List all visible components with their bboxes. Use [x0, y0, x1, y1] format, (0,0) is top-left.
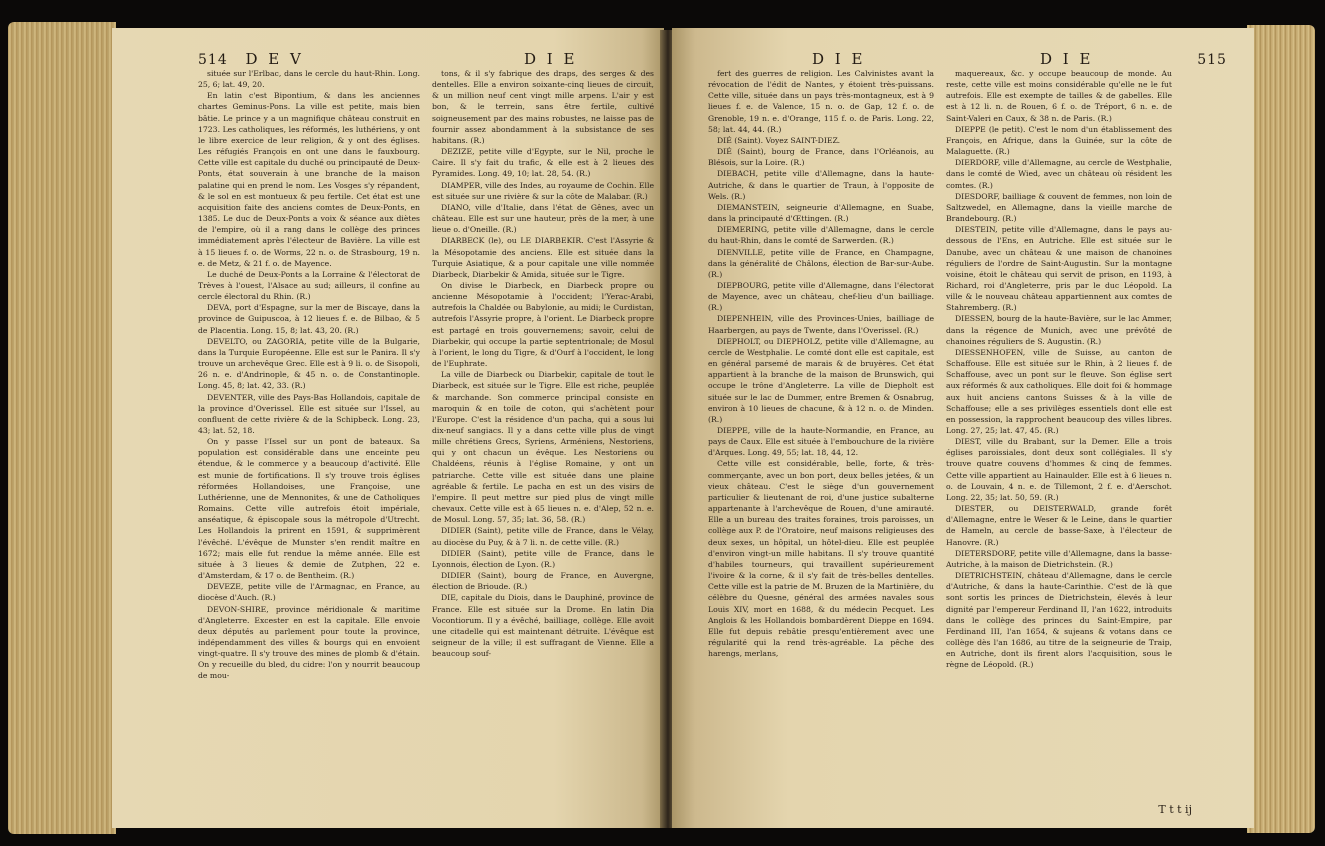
entry-text: DEVON-SHIRE, province méridionale & maritime d'Angleterre. Excester en est la capitale. Elle envoie deux députés au parlement pour toute la province, indépendamment des villes & bourgs qui en envoient vingt-quatre. Il s'y trouve des mines de plomb & d'étain. On y recueille du bled, du cidre: l'on y nourrit beaucoup de mou-	[198, 604, 420, 681]
left-page-folio-head	[198, 50, 304, 68]
left-page-headword: D E V	[245, 50, 304, 68]
entry-text: DIETERSDORF, petite ville d'Allemagne, dans la basse-Autriche, à la maison de Dietrichstein. (R.)	[946, 548, 1172, 569]
entry-text: DIESTEIN, petite ville d'Allemagne, dans le pays au-dessous de l'Ens, en Autriche. Elle est située sur le Danube, avec un château & une maison de chanoines réguliers de l'ordre de Saint-Augustin. Sur la montagne voisine, étoit le château qui servit de prison, en 1193, à Richard, roi d'Angleterre, pris par le duc Léopold. La ville & le nouveau château appartiennent aux comtes de Stahremberg. (R.)	[946, 225, 1172, 313]
entry-text: DIEMANSTEIN, seigneurie d'Allemagne, en Suabe, dans la principauté d'Œttingen. (R.)	[708, 202, 934, 224]
entry-text: DIÉ (Saint). Voyez SAINT-DIEZ.	[717, 135, 841, 145]
entry-text: DIEPHOLT, ou DIEPHOLZ, petite ville d'Allemagne, au cercle de Westphalie. Le comté dont elle est capitale, est en général parsemé de marais & de bruyères. Cet état appartient à la branche de la maison de Brunswich, qui occupe le trône d'Angleterre. La ville de Diepholt est située sur le lac de Dummer, entre Bremen & Osnabrug, environ à 10 lieues de chacune, & à 12 n. o. de Minden. (R.)	[708, 336, 934, 424]
entry-text: Le duché de Deux-Ponts a la Lorraine & l'électorat de Trèves à l'ouest, l'Alsace au sud; ailleurs, il confine au cercle électoral du Rhin. (R.)	[198, 269, 420, 302]
entry-text: DIESTER, ou DEISTERWALD, grande forêt d'Allemagne, entre le Weser & le Leine, dans le quartier de Hameln, au cercle de basse-Saxe, à l'électeur de Hanovre. (R.)	[946, 504, 1172, 547]
entry-text: DIDIER (Saint), bourg de France, en Auvergne, élection de Brioude. (R.)	[432, 571, 654, 592]
entry-text: DIDIER (Saint), petite ville de France, dans le Vélay, au diocèse du Puy, & à 7 li. n. de cette ville. (R.)	[432, 526, 654, 547]
entry-text: DIEPPE (le petit). C'est le nom d'un établissement des François, en Afrique, dans la Guinée, sur la côte de Malaguette. (R.)	[946, 124, 1172, 157]
entry-text: DEVENTER, ville des Pays-Bas Hollandois, capitale de la province d'Overissel. Elle est située sur l'Issel, au confluent de cette rivière & de la Schipbeck. Long. 23, 43; lat. 52, 18.	[198, 392, 420, 435]
right-column-2	[946, 68, 1172, 816]
entry-text: DIANO, ville d'Italie, dans l'état de Gênes, avec un château. Elle est sur une hauteur, près de la mer, à une lieue o. d'Oneille. (R.)	[432, 202, 654, 235]
entry-text: DIESDORF, bailliage & couvent de femmes, non loin de Saltzwedel, en Allemagne, dans la vieille marche de Brandebourg. (R.)	[946, 191, 1172, 224]
entry-text: fert des guerres de religion. Les Calvinistes avant la révocation de l'édit de Nantes, y étoient très-puissans. Cette ville, située dans un pays très-montagneux, est à 9 lieues f. e. de Valence, 15 n. o. de Gap, 12 f. o. de Grenoble, 19 n. e. d'Orange, 115 f. o. de Paris. Long. 22, 58; lat. 44, 44. (R.)	[708, 69, 934, 134]
entry-text: DIERDORF, ville d'Allemagne, au cercle de Westphalie, dans le comté de Wied, avec un château où résident les comtes. (R.)	[946, 158, 1172, 190]
entry-text: En latin c'est Bipontium, & dans les anciennes chartes Geminus-Pons. La ville est petite, mais bien bâtie. Le prince y a un magnifique château construit en 1723. Les catholiques, les réformés, les luthériens, y ont le libre exercice de leur religion, & y ont des églises. Les réfugiés François en ont une dans le fauxbourg. Cette ville est capitale du duché ou principauté de Deux-Ponts, état souverain à une branche de la maison palatine qui en prend le nom. Les Vosges s'y répandent, & le sol en est montueux & peu fertile. Cet état est une acquisition faite des anciens comtes de Deux-Ponts, en 1385. Le duc de Deux-Ponts a voix & séance aux diètes de l'empire, où il a rang dans le collège des princes immédiatement après l'électeur de Bavière. La ville est à 15 lieues f. o. de Worms, 22 n. o. de Strasbourg, 19 n. e. de Metz, & 21 f. o. de Mayence.	[198, 91, 420, 268]
entry-text: DIEMERING, petite ville d'Allemagne, dans le cercle du haut-Rhin, dans le comté de Sarwerden. (R.)	[708, 225, 934, 246]
left-page-number: 514	[198, 52, 228, 68]
entry-text: DEVELTO, ou ZAGORIA, petite ville de la Bulgarie, dans la Turquie Européenne. Elle est sur le Panira. Il s'y trouve un archevêque Grec. Elle est à 9 li. o. de Sisopoli, 26 n. e. d'Andrinople, & 45 n. o. de Constantinople. Long. 45, 8; lat. 42, 33. (R.)	[198, 336, 420, 391]
entry-text: DIARBECK (le), ou LE DIARBEKIR. C'est l'Assyrie & la Mésopotamie des anciens. Elle est située dans la Turquie Asiatique, & a pour capitale une ville nommée Diarbeck, Diarbekir & Amida, située sur le Tigre.	[432, 236, 654, 279]
entry-text: DIEPBOURG, petite ville d'Allemagne, dans l'électorat de Mayence, avec un château, chef-lieu d'un bailliage. (R.)	[708, 280, 934, 313]
entry-text: DIÉ (Saint), bourg de France, dans l'Orléanois, au Blésois, sur la Loire. (R.)	[708, 147, 934, 168]
book-edge-left	[8, 22, 116, 834]
entry-text: DEZIZE, petite ville d'Egypte, sur le Nil, proche le Caire. Il s'y fait du trafic, & elle est à 2 lieues des Pyramides. Long. 49, 10; lat. 28, 54. (R.)	[432, 147, 654, 179]
entry-text: située sur l'Erlbac, dans le cercle du haut-Rhin. Long. 25, 6; lat. 49, 20.	[198, 69, 420, 90]
left-column-2	[432, 68, 654, 816]
entry-text: DIEBACH, petite ville d'Allemagne, dans la haute-Autriche, & dans le quartier de Traun, à l'opposite de Wels. (R.)	[708, 169, 934, 201]
right-page-headword: D I E	[1040, 50, 1094, 68]
entry-text: DIESSEN, bourg de la haute-Bavière, sur le lac Ammer, dans la régence de Munich, avec une prévôté de chanoines réguliers de S. Augustin. (R.)	[946, 314, 1172, 346]
right-page-col1-headword: D I E	[812, 50, 866, 68]
entry-text: DIESSENHOFEN, ville de Suisse, au canton de Schaffouse. Elle est située sur le Rhin, à 2 lieues f. de Schaffouse, avec un pont sur le fleuve. Son église sert aux réformés & aux catholiques. Elle doit foi & hommage aux huit anciens cantons Suisses & à la ville de Schaffouse; elle a ses privilèges essentiels dont elle est en possession, la rapprochent beaucoup des villes libres. Long. 27, 25; lat. 47, 45. (R.)	[946, 347, 1172, 435]
entry-text: DIEPENHEIN, ville des Provinces-Unies, bailliage de Haarbergen, au pays de Twente, dans l'Overissel. (R.)	[708, 314, 934, 335]
entry-text: tons, & il s'y fabrique des draps, des serges & des dentelles. Elle a environ soixante-cinq lieues de circuit, & un million neuf cent vingt mille arpens. L'air y est bon, & le terrein, sans être fertile, cultivé soigneusement par des mains robustes, ne laisse pas de fournir assez abondamment à la subsistance de ses habitans. (R.)	[432, 69, 654, 145]
right-column-1	[708, 68, 934, 816]
left-column-1	[198, 68, 420, 816]
entry-text: maquereaux, &c. y occupe beaucoup de monde. Au reste, cette ville est moins considérable qu'elle ne le fut autrefois. Elle est exempte de tailles & de gabelles. Elle est à 12 li. n. de Rouen, 6 f. o. de Tréport, 6 n. e. de Saint-Valeri en Caux, & 38 n. de Paris. (R.)	[946, 69, 1172, 123]
right-page-number: 515	[1197, 52, 1227, 68]
entry-text: DEVA, port d'Espagne, sur la mer de Biscaye, dans la province de Guipuscoa, à 12 lieues f. e. de Bilbao, & 5 de Placentia. Long. 15, 8; lat. 43, 20. (R.)	[198, 303, 420, 335]
entry-text: DIDIER (Saint), petite ville de France, dans le Lyonnois, élection de Lyon. (R.)	[432, 548, 654, 569]
entry-text: DIEST, ville du Brabant, sur la Demer. Elle a trois églises paroissiales, dont deux sont collégiales. Il s'y trouve quatre couvens d'hommes & cinq de femmes. Cette ville appartient au Hainaulder. Elle est à 6 lieues n. o. de Louvain, 4 n. e. de Tillemont, 2 f. e. d'Aerschot. Long. 22, 35; lat. 50, 59. (R.)	[946, 437, 1172, 502]
entry-text: DIE, capitale du Diois, dans le Dauphiné, province de France. Elle est située sur la Drome. En latin Dia Vocontiorum. Il y a évêché, bailliage, collège. Elle avoit une citadelle qui est maintenant détruite. L'évêque est seigneur de la ville; il est suffragant de Vienne. Elle a beaucoup souf-	[432, 593, 654, 659]
right-page-folio-head	[1040, 50, 1227, 68]
left-page-col2-headword: D I E	[524, 50, 578, 68]
entry-text: DIAMPER, ville des Indes, au royaume de Cochin. Elle est située sur une rivière & sur la côte de Malabar. (R.)	[432, 180, 654, 201]
signature-mark: T t t ij	[1158, 803, 1192, 816]
entry-text: Cette ville est considérable, belle, forte, & très-commerçante, avec un bon port, deux belles jetées, & un vieux château. C'est le siège d'un gouvernement particulier & lieutenant de roi, d'une justice subalterne appartenante à l'archevêque de Rouen, d'une amirauté. Elle a un bureau des traites foraines, trois paroisses, un collège aux P. de l'Oratoire, neuf maisons religieuses des deux sexes, un hôpital, un hôtel-dieu. Elle est peuplée d'environ vingt-un mille habitans. Il s'y trouve quantité d'habiles tourneurs, qui travaillent supérieurement l'ivoire & la corne, & il s'y fait de très-belles dentelles. Cette ville est la patrie de M. Bruzen de la Martinière, du célèbre du Quesne, général des armées navales sous Louis XIV, mort en 1688, & du médecin Pecquet. Les Anglois & les Hollandois bombardèrent Dieppe en 1694. Elle fut depuis rebâtie presqu'entièrement avec une régularité qui la rend très-agréable. La pêche des harengs, merlans,	[708, 459, 934, 659]
entry-text: DIEPPE, ville de la haute-Normandie, en France, au pays de Caux. Elle est située à l'embouchure de la rivière d'Arques. Long. 49, 55; lat. 18, 44, 12.	[708, 426, 934, 458]
entry-text: On divise le Diarbeck, en Diarbeck propre ou ancienne Mésopotamie à l'occident; l'Yerac-Arabi, autrefois la Chaldée ou Babylonie, au midi; le Curdistan, autrefois l'Assyrie propre, à l'orient. Le Diarbeck propre est partagé en trois gouvernemens; savoir, celui de Diarbekir, qui occupe la partie septentrionale; de Mosul à l'orient, le long du Tigre, & d'Ourf à l'occident, le long de l'Euphrate.	[432, 280, 654, 369]
book-edge-right	[1247, 25, 1315, 833]
right-page	[672, 28, 1254, 828]
entry-text: La ville de Diarbeck ou Diarbekir, capitale de tout le Diarbeck, est située sur le Tigre. Elle est riche, peuplée & marchande. Son commerce principal consiste en maroquin & en toile de coton, qui s'achètent pour l'Europe. C'est la résidence d'un pacha, qui a sous lui dix-neuf sangiacs. Il y a dans cette ville plus de vingt mille chrétiens Grecs, Syriens, Arméniens, Nestoriens, qui y ont chacun un évêque. Les Nestoriens ou Chaldéens, réunis à l'église Romaine, y ont un patriarche. Cette ville est située dans une plaine agréable & fertile. Le pacha en est un des visirs de l'empire. Il peut mettre sur pied plus de vingt mille chevaux. Cette ville est à 65 lieues n. e. d'Alep, 52 n. e. de Mosul. Long. 57, 35; lat. 36, 58. (R.)	[432, 370, 654, 525]
left-page	[112, 28, 664, 828]
entry-text: DEVEZE, petite ville de l'Armagnac, en France, au diocèse d'Auch. (R.)	[198, 582, 420, 603]
entry-text: DIETRICHSTEIN, château d'Allemagne, dans le cercle d'Autriche, & dans la haute-Carinthie. C'est de là que sont sortis les princes de Dietrichstein, élevés à leur dignité par l'empereur Ferdinand II, l'an 1622, introduits dans le collège des princes du Saint-Empire, par Ferdinand III, l'an 1654, & sujeans & votans dans ce collège dès l'an 1686, au titre de la seigneurie de Traip, en Autriche, dont ils firent alors l'acquisition, sous le règne de Léopold. (R.)	[946, 571, 1172, 670]
entry-text: DIENVILLE, petite ville de France, en Champagne, dans la généralité de Châlons, élection de Bar-sur-Aube. (R.)	[708, 247, 934, 279]
entry-text: On y passe l'Issel sur un pont de bateaux. Sa population est considérable dans une enceinte peu étendue, & le commerce y a beaucoup d'activité. Elle est munie de fortifications. Il s'y trouve trois églises réformées Hollandoises, une Françoise, une Luthérienne, une de Mennonites, & une de Catholiques Romains. Cette ville autrefois étoit impériale, anséatique, & épiscopale sous la métropole d'Utrecht. Les Hollandois la prirent en 1591, & supprimèrent l'évêché. L'évêque de Munster s'en rendit maître en 1672; mais elle fut rendue la même année. Elle est située à 3 lieues & demie de Zutphen, 22 e. d'Amsterdam, & 17 o. de Bentheim. (R.)	[198, 437, 420, 581]
